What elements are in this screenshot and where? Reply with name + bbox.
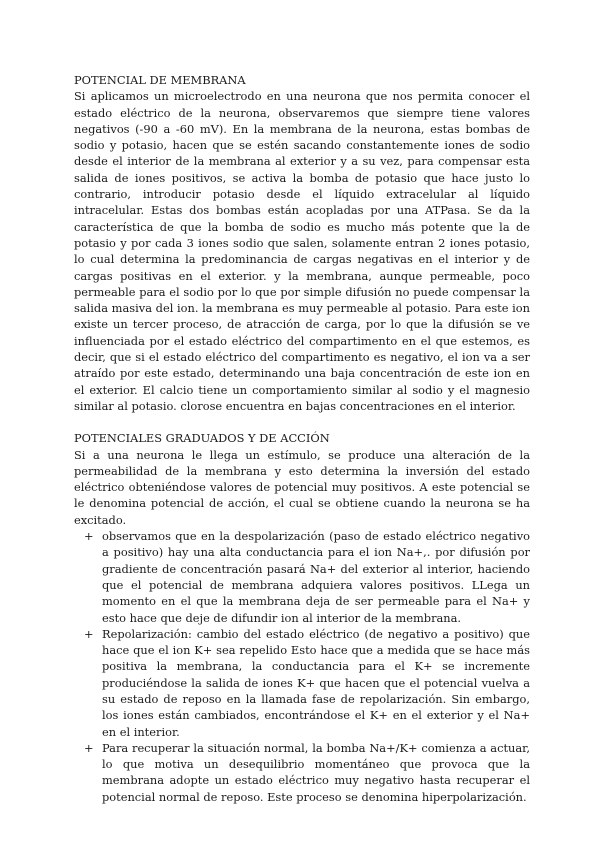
membrane-potential-paragraph: Si aplicamos un microelectrodo en una neurona que nos permita conocer el estado eléctrico de la neurona, observaremos que siempre tiene valores negativos (-90 a -60 mV). En la membrana de la neurona, estas bombas de sodio y potasio, hacen que se estén sacando constantemente iones de sodio desde el interior de la membrana al exterior y a su vez, para compensar esta salida de iones positivos, se activa la bomba de potasio que hace justo lo contrario, introducir potasio desde el líquido extracelular al líquido intracelular. Estas dos bombas están acopladas por una ATPasa. Se da la característica de que la bomba de sodio es mucho más potente que la de potasio y por cada 3 iones sodio que salen, solamente entran 2 iones potasio, lo cual determina la predominancia de cargas negativas en el interior y de cargas positivas en el exterior. y la membrana, aunque permeable, poco permeable para el sodio por lo que por simple difusión no puede compensar la salida masiva del ion. la membrana es muy permeable al potasio. Para este ion existe un tercer proceso, de atracción de carga, por lo que la difusión se ve influenciada por el estado eléctrico del compartimento en el que estemos, es decir, que si el estado eléctrico del compartimento es negativo, el ion va a ser atraído por este estado, determinando una baja concentración de este ion en el exterior. El calcio tiene un comportamiento similar al sodio y el magnesio similar al potasio. clorose encuentra en bajas concentraciones en el interior. xyxy=(74,89,530,413)
section-spacer xyxy=(74,414,530,430)
bullet-plus-marker: + xyxy=(84,626,94,641)
bullet-plus-marker: + xyxy=(84,740,94,755)
section-title-membrane-potential: POTENCIAL DE MEMBRANA xyxy=(74,73,246,87)
document-page xyxy=(74,72,530,805)
list-item xyxy=(74,528,530,626)
bullet-text-hyperpolarization: Para recuperar la situación normal, la bomba Na+/K+ comienza a actuar, lo que motiva un desequilibrio momentáneo que provoca que la membrana adopte un estado eléctrico muy negativo hasta recuperar el potencial normal de reposo. Este proceso se denomina hiperpolarización. xyxy=(102,740,530,804)
action-potential-bullet-list xyxy=(74,528,530,805)
bullet-text-depolarization: observamos que en la despolarización (paso de estado eléctrico negativo a positivo) hay una alta conductancia para el ion Na+,. por difusión por gradiente de concentración pasará Na+ del exterior al interior, haciendo que el potencial de membrana adquiera valores positivos. LLega un momento en el que la membrana deja de ser permeable para el Na+ y esto hace que deje de difundir ion al interior de la membrana. xyxy=(102,529,530,625)
list-item xyxy=(74,626,530,740)
section-title-graded-action-potentials: POTENCIALES GRADUADOS Y DE ACCIÓN xyxy=(74,431,330,446)
action-potential-intro-paragraph: Si a una neurona le llega un estímulo, se produce una alteración de la permeabilidad de la membrana y esto determina la inversión del estado eléctrico obteniéndose valores de potencial muy positivos. A este potencial se le denomina potencial de acción, el cual se obtiene cuando la neurona se ha excitado. xyxy=(74,447,530,527)
bullet-plus-marker: + xyxy=(84,529,94,544)
bullet-text-repolarization: Repolarización: cambio del estado eléctrico (de negativo a positivo) que hace que el ion K+ sea repelido Esto hace que a medida que se hace más positiva la membrana, la conductancia para el K+ se incremente produciéndose la salida de iones K+ que hacen que el potencial vuelva a su estado de reposo en la llamada fase de repolarización. Sin embargo, los iones están cambiados, encontrándose el K+ en el exterior y el Na+ en el interior. xyxy=(102,626,530,739)
list-item xyxy=(74,740,530,805)
